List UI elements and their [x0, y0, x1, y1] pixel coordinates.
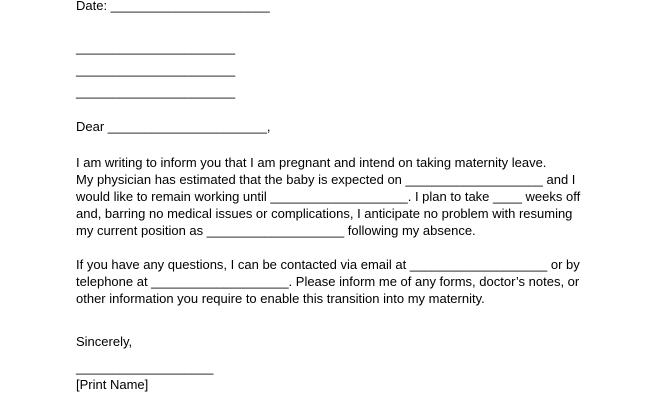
- paragraph2-line-2: telephone at ___________________. Please inform me of any forms, doctor’s notes, or: [76, 274, 580, 289]
- salutation: Dear ______________________,: [76, 119, 271, 134]
- date-line: Date: ______________________: [76, 0, 270, 13]
- closing: Sincerely,: [76, 334, 133, 349]
- signature-line: ___________________: [76, 360, 214, 375]
- paragraph1-line-2: My physician has estimated that the baby is expected on ___________________ and I: [76, 172, 576, 187]
- paragraph1-line-5: my current position as ___________________ following my absence.: [76, 223, 476, 238]
- paragraph1-line-4: and, barring no medical issues or complications, I anticipate no problem with resuming: [76, 206, 573, 221]
- paragraph2-line-1: If you have any questions, I can be contacted via email at ___________________ or by: [76, 257, 580, 272]
- recipient-line-1: ______________________: [76, 40, 236, 55]
- recipient-line-3: ______________________: [76, 84, 236, 99]
- paragraph1-line-1: I am writing to inform you that I am pregnant and intend on taking maternity leave.: [76, 155, 547, 170]
- paragraph1-line-3: would like to remain working until ___________________. I plan to take ____ weeks off: [76, 189, 581, 204]
- paragraph2-line-3: other information you require to enable this transition into my maternity.: [76, 291, 485, 306]
- recipient-line-2: ______________________: [76, 62, 236, 77]
- print-name: [Print Name]: [76, 377, 149, 392]
